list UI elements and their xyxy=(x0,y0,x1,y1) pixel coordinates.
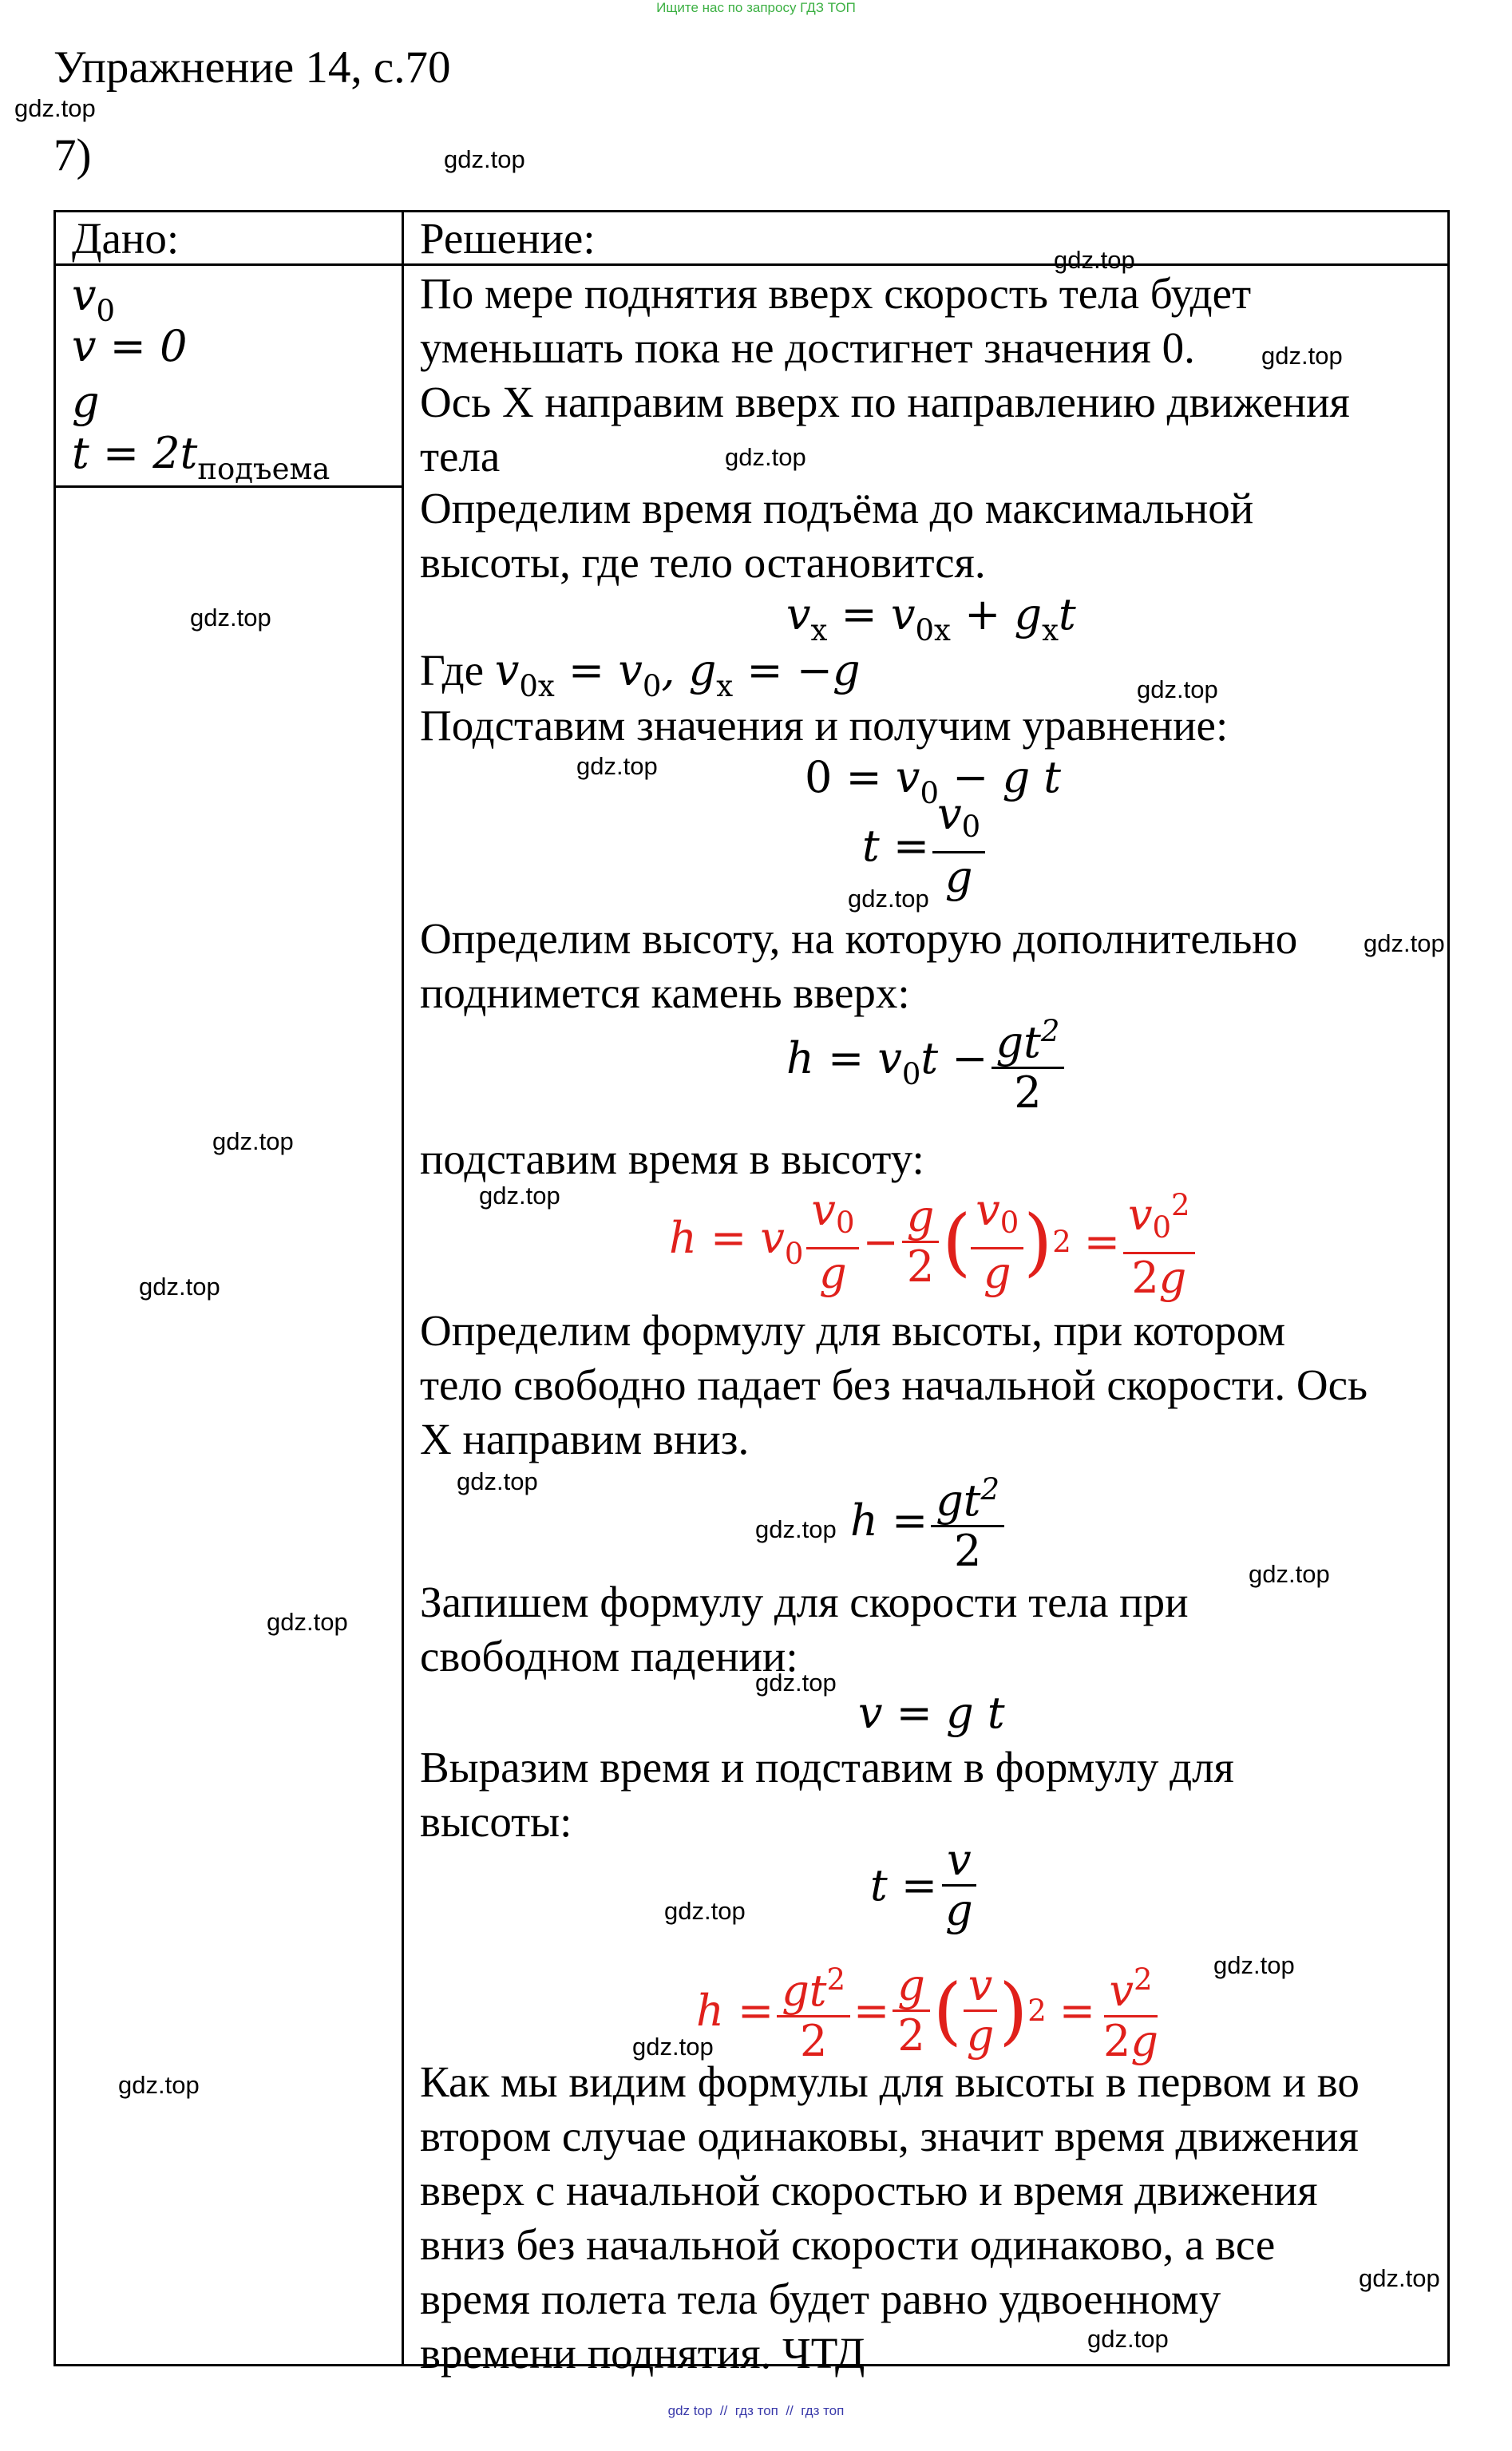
item-number: 7) xyxy=(53,130,92,180)
given-header: Дано: xyxy=(72,214,180,263)
watermark: gdz.top xyxy=(1249,1560,1330,1588)
watermark: gdz.top xyxy=(457,1467,538,1495)
watermark: gdz.top xyxy=(190,604,271,632)
footer-links: gdz top // гдз топ // гдз топ xyxy=(667,2403,845,2418)
equation-where: Где $v_{0x} = v_0$, $g_x = -g$ xyxy=(420,645,861,703)
watermark: gdz.top xyxy=(1137,675,1218,703)
watermark: gdz.top xyxy=(267,1608,348,1636)
watermark: gdz.top xyxy=(725,443,806,471)
equation-time: t = $\frac{v_0}{g}$ xyxy=(862,790,988,901)
top-banner: Ищите нас по запросу ГДЗ ТОП xyxy=(656,0,856,15)
paragraph-3: Определим время подъёма до максимальной высоты, где тело остановится. xyxy=(420,484,1254,587)
watermark: gdz.top xyxy=(14,94,96,122)
paragraph-10: Как мы видим формулы для высоты в первом и во втором случае одинаковы, значит время движения вверх с начальной скоростью и время движения вниз без начальной скорости одинаково, а все время полета тела будет равно удвоенному времени поднятия. ЧТД xyxy=(420,2057,1360,2378)
equation-time-free-fall: t = $\frac{v}{g}$ xyxy=(870,1836,981,1934)
watermark: gdz.top xyxy=(755,1515,837,1543)
equation-free-fall-height: h = $\frac{gt^2}{2}$ xyxy=(850,1466,1007,1575)
table-border-left xyxy=(53,210,56,2366)
given-g: g xyxy=(72,377,100,427)
watermark: gdz.top xyxy=(479,1182,560,1210)
given-v-zero: v = 0 xyxy=(72,321,188,371)
equation-free-fall-velocity: v = g t xyxy=(858,1688,1005,1738)
paragraph-5: Определим высоту, на которую дополнительно поднимется камень вверх: xyxy=(420,914,1298,1017)
equation-height-substituted: $h = v_0$ $\frac{v_0}{g}$ − $\frac{g}{2}$ ( $\frac{v_0}{g}$ ) 2 = $\frac{v_0^2}{2g}$ xyxy=(669,1182,1198,1302)
watermark: gdz.top xyxy=(576,752,658,780)
solution-header: Решение: xyxy=(420,214,596,263)
watermark: gdz.top xyxy=(1087,2325,1169,2353)
given-t: $t = 2t_{подъема}$ xyxy=(72,428,331,486)
equation-height-free-fall-substituted: h = $\frac{gt^2}{2}$ = $\frac{g}{2}$ ( $\frac{v}{g}$ ) 2 = $\frac{v^2}{2g}$ xyxy=(696,1956,1166,2065)
watermark: gdz.top xyxy=(755,1669,837,1697)
paragraph-1: По мере поднятия вверх скорость тела будет уменьшать пока не достигнет значения 0. xyxy=(420,269,1252,372)
equation-height: $h = v_0t$ − $\frac{gt^2}{2}$ xyxy=(786,1008,1067,1117)
equation-zero: $0 = v_0 - g$ t xyxy=(805,752,1062,810)
watermark: gdz.top xyxy=(118,2071,200,2099)
watermark: gdz.top xyxy=(664,1897,746,1925)
table-border-top xyxy=(53,210,1450,212)
watermark: gdz.top xyxy=(1054,246,1135,274)
watermark: gdz.top xyxy=(1261,342,1343,370)
paragraph-8: Запишем формулу для скорости тела при свободном падении: xyxy=(420,1578,1189,1681)
watermark: gdz.top xyxy=(1359,2264,1440,2292)
equation-velocity: $v_x = v_{0x} + g_xt$ xyxy=(786,589,1076,647)
watermark: gdz.top xyxy=(848,885,929,913)
watermark: gdz.top xyxy=(632,2033,714,2061)
watermark: gdz.top xyxy=(139,1273,220,1301)
table-header-divider xyxy=(53,263,1450,266)
exercise-title: Упражнение 14, с.70 xyxy=(53,42,451,93)
given-v0: $v_0$ xyxy=(72,270,116,328)
paragraph-9: Выразим время и подставим в формулу для высоты: xyxy=(420,1743,1234,1846)
paragraph-2: Ось X направим вверх по направлению движения тела xyxy=(420,378,1350,481)
watermark: gdz.top xyxy=(212,1127,294,1155)
paragraph-7: Определим формулу для высоты, при котором тело свободно падает без начальной скорости. Ось X направим вниз. xyxy=(420,1306,1368,1463)
watermark: gdz.top xyxy=(1213,1951,1295,1979)
paragraph-4: Подставим значения и получим уравнение: xyxy=(420,701,1229,750)
table-column-divider xyxy=(402,210,404,2366)
watermark: gdz.top xyxy=(444,145,525,173)
paragraph-6: подставим время в высоту: xyxy=(420,1134,924,1183)
watermark: gdz.top xyxy=(1364,929,1445,957)
table-border-right xyxy=(1447,210,1450,2366)
